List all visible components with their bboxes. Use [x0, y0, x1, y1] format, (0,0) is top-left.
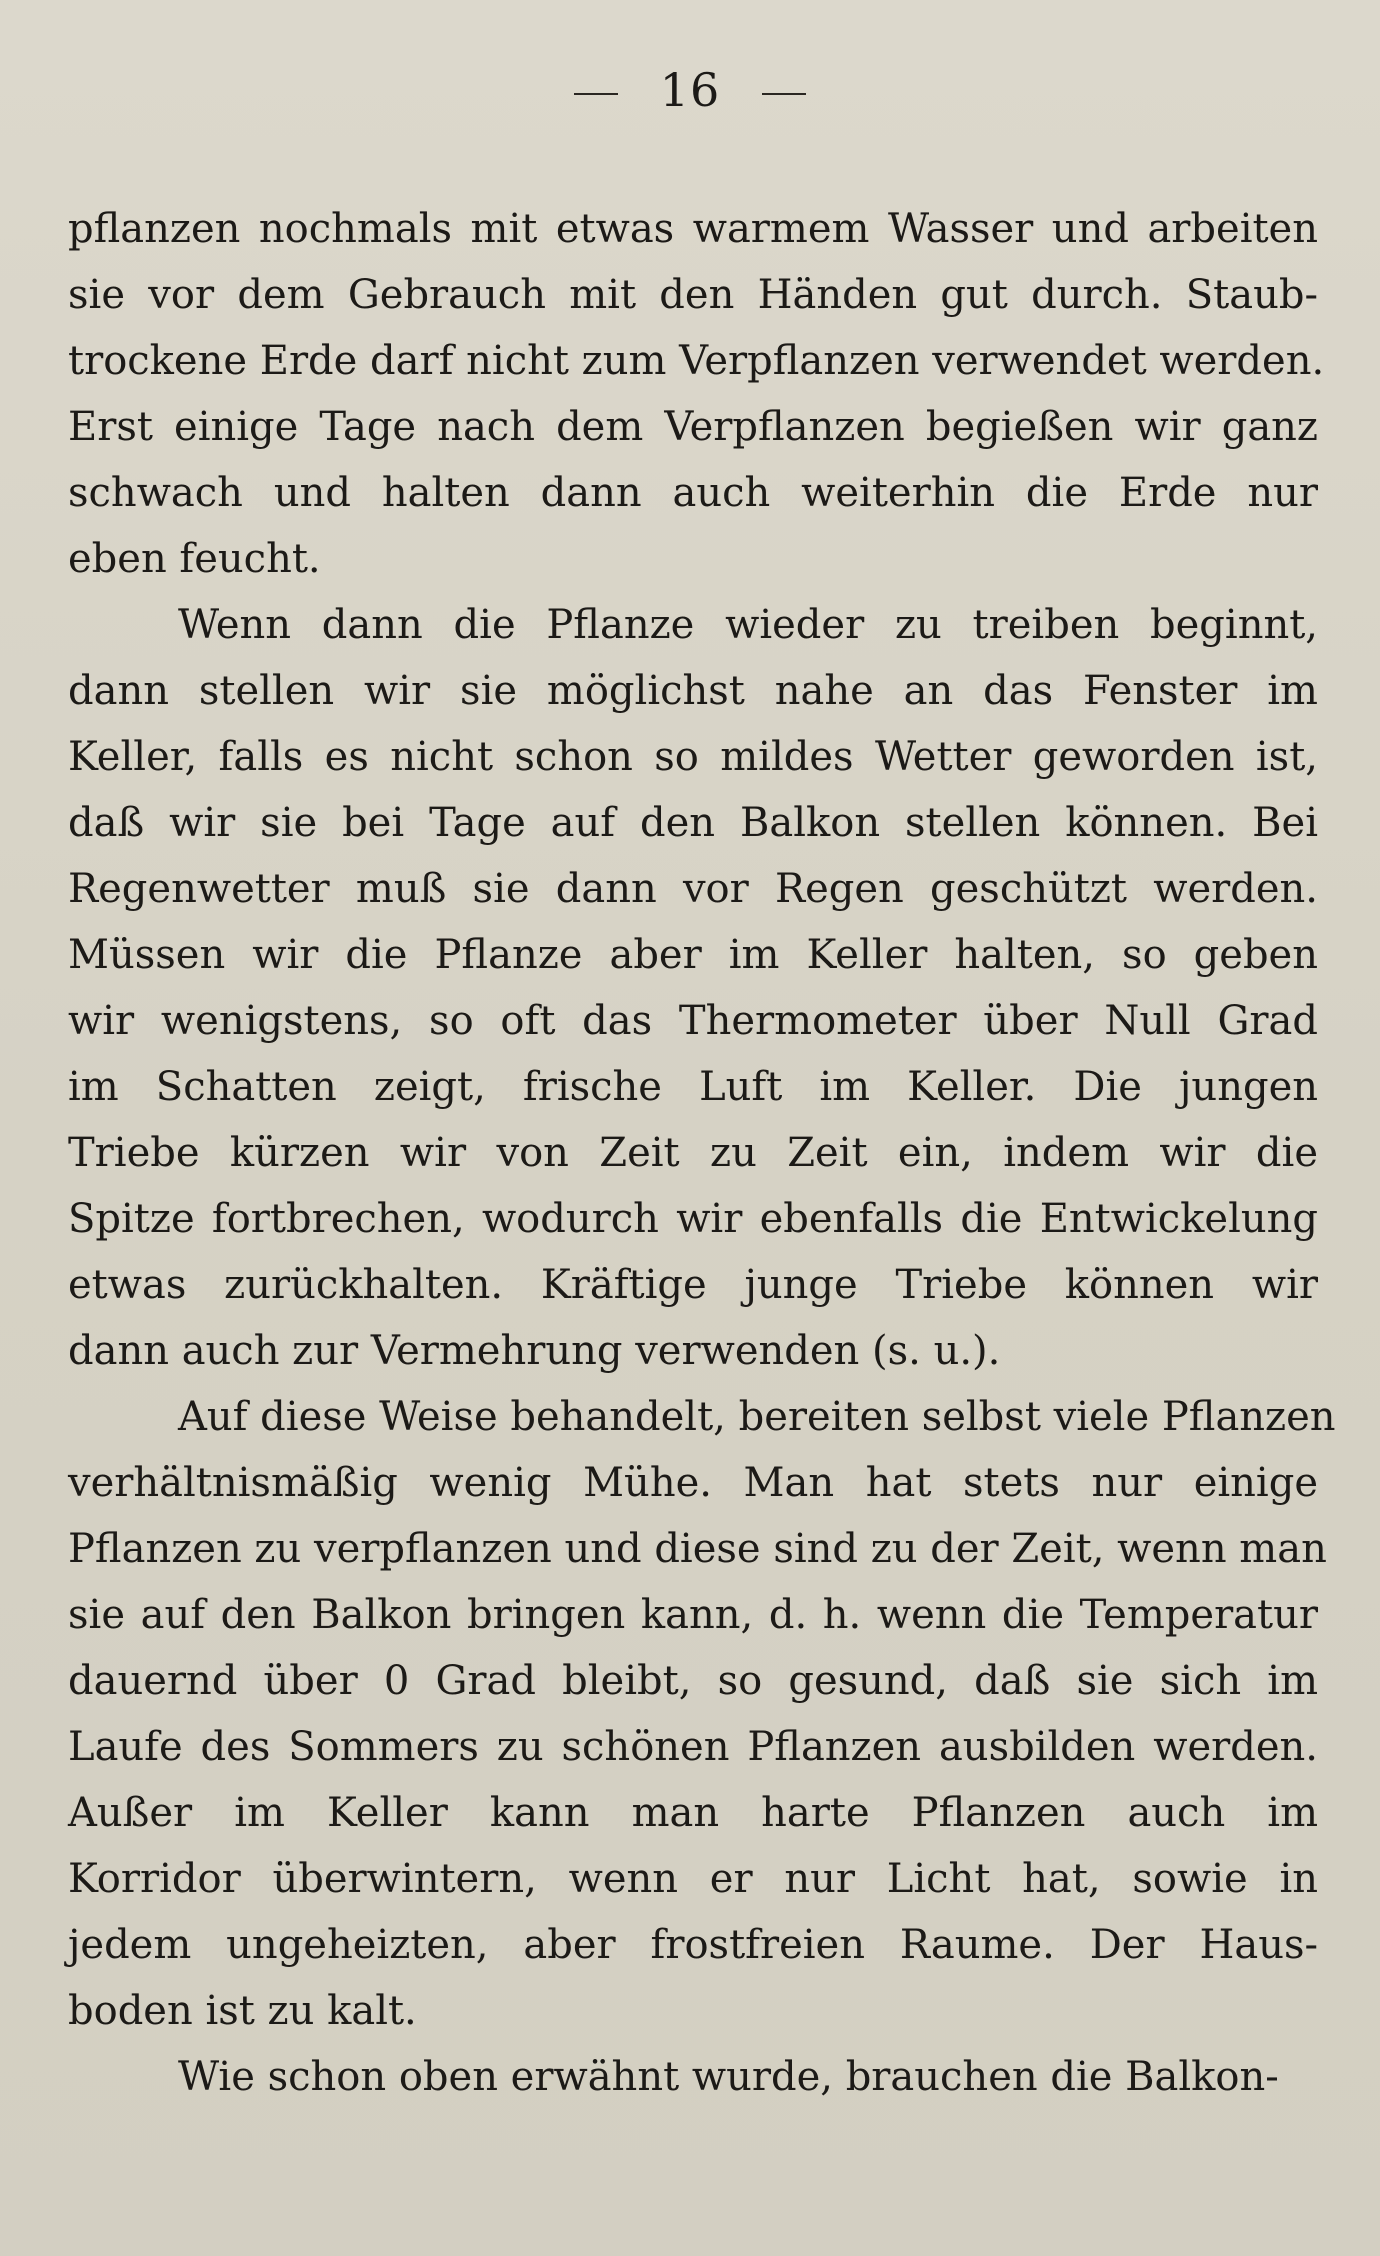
paragraph: [68, 196, 1325, 592]
text-line: Regenwetter muß sie dann vor Regen geschützt werden.: [68, 866, 1318, 912]
text-line: schwach und halten dann auch weiterhin die Erde nur: [68, 470, 1318, 516]
text-line: Wenn dann die Pflanze wieder zu treiben beginnt,: [178, 602, 1318, 648]
paragraph: [68, 592, 1318, 1384]
text-line: Müssen wir die Pflanze aber im Keller halten, so geben: [68, 932, 1318, 978]
text-line: sie vor dem Gebrauch mit den Händen gut durch. Staub-: [68, 272, 1318, 318]
text-line: Keller, falls es nicht schon so mildes Wetter geworden ist,: [68, 734, 1318, 780]
text-line: Außer im Keller kann man harte Pflanzen auch im: [68, 1790, 1318, 1836]
page-header: [0, 62, 1380, 118]
text-line: Spitze fortbrechen, wodurch wir ebenfalls die Entwickelung: [68, 1196, 1318, 1242]
text-line: jedem ungeheizten, aber frostfreien Raume. Der Haus-: [68, 1922, 1318, 1968]
text-line: dauernd über 0 Grad bleibt, so gesund, daß sie sich im: [68, 1658, 1318, 1704]
right-dash: [762, 93, 806, 95]
text-line: Laufe des Sommers zu schönen Pflanzen ausbilden werden.: [68, 1724, 1318, 1770]
text-line: Auf diese Weise behandelt, bereiten selbst viele Pflanzen: [178, 1394, 1336, 1440]
text-line: verhältnismäßig wenig Mühe. Man hat stets nur einige: [68, 1460, 1318, 1506]
text-line: Korridor überwintern, wenn er nur Licht hat, sowie in: [68, 1856, 1318, 1902]
page-number: 16: [659, 63, 721, 117]
text-line: trockene Erde darf nicht zum Verpflanzen verwendet werden.: [68, 338, 1325, 384]
text-line: im Schatten zeigt, frische Luft im Keller. Die jungen: [68, 1064, 1318, 1110]
text-line: dann stellen wir sie möglichst nahe an das Fenster im: [68, 668, 1318, 714]
body-text: [68, 196, 1336, 2110]
text-line: eben feucht.: [68, 536, 321, 582]
text-line: pflanzen nochmals mit etwas warmem Wasser und arbeiten: [68, 206, 1318, 252]
text-line: boden ist zu kalt.: [68, 1988, 417, 2034]
left-dash: [574, 93, 618, 95]
text-line: Wie schon oben erwähnt wurde, brauchen die Balkon-: [178, 2054, 1279, 2100]
text-line: daß wir sie bei Tage auf den Balkon stellen können. Bei: [68, 800, 1318, 846]
paragraph: [68, 2044, 1318, 2110]
text-line: dann auch zur Vermehrung verwenden (s. u.).: [68, 1328, 1001, 1374]
text-line: wir wenigstens, so oft das Thermometer über Null Grad: [68, 998, 1318, 1044]
text-line: Triebe kürzen wir von Zeit zu Zeit ein, indem wir die: [68, 1130, 1318, 1176]
text-line: sie auf den Balkon bringen kann, d. h. wenn die Temperatur: [68, 1592, 1318, 1638]
text-line: etwas zurückhalten. Kräftige junge Triebe können wir: [68, 1262, 1318, 1308]
paragraph: [68, 1384, 1336, 2044]
text-line: Erst einige Tage nach dem Verpflanzen begießen wir ganz: [68, 404, 1318, 450]
text-line: Pflanzen zu verpflanzen und diese sind zu der Zeit, wenn man: [68, 1526, 1327, 1572]
